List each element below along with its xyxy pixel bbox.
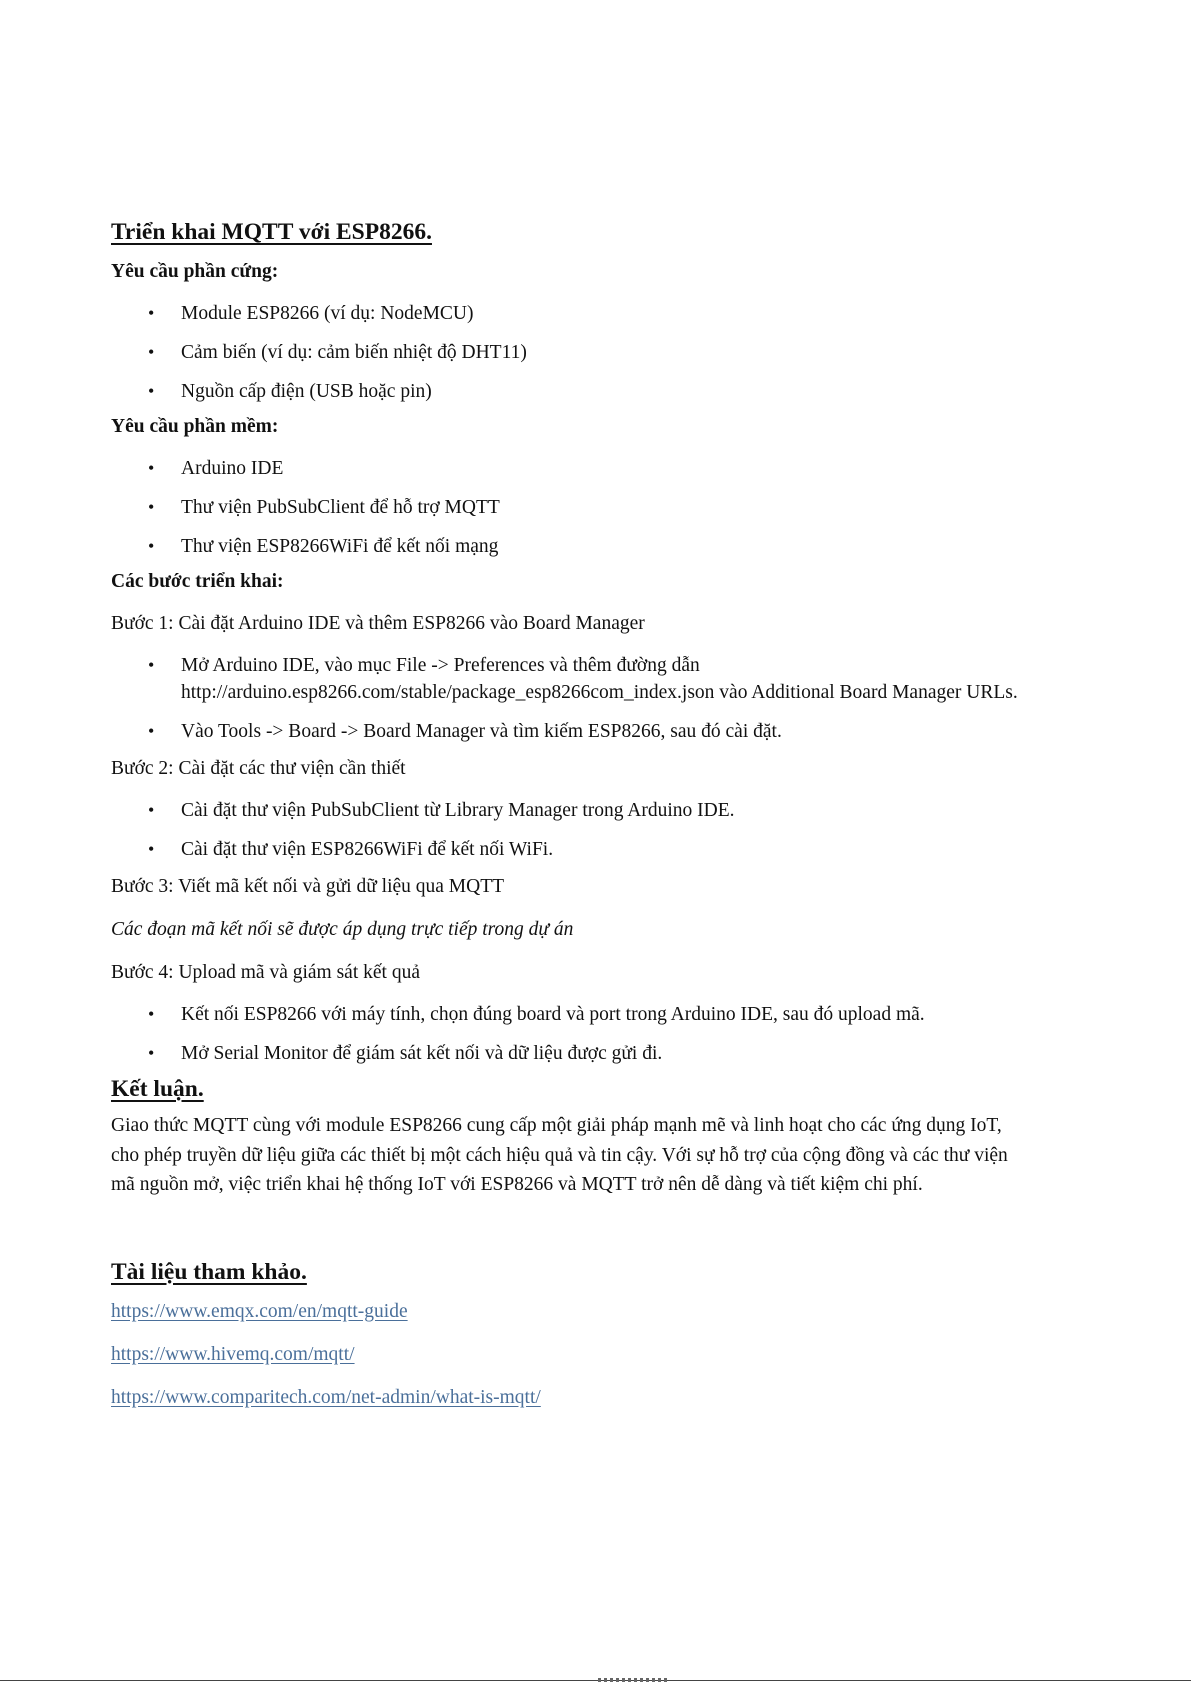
step1-list (111, 652, 1111, 745)
page-bottom-mark (598, 1678, 668, 1682)
steps-heading: Các bước triển khai: (111, 571, 284, 592)
list-item: • Cài đặt thư viện ESP8266WiFi để kết nối WiFi. (148, 839, 554, 860)
list-item: • Mở Serial Monitor để giám sát kết nối và dữ liệu được gửi đi. (148, 1043, 663, 1064)
step2-title: Bước 2: Cài đặt các thư viện cần thiết (111, 758, 406, 779)
page-bottom-rule (0, 1680, 1191, 1681)
reference-link[interactable]: https://www.comparitech.com/net-admin/what-is-mqtt/ (111, 1386, 541, 1408)
step4-list (111, 1001, 1111, 1067)
list-item: • Vào Tools -> Board -> Board Manager và tìm kiếm ESP8266, sau đó cài đặt. (148, 721, 782, 742)
list-item: • Kết nối ESP8266 với máy tính, chọn đúng board và port trong Arduino IDE, sau đó upload mã. (148, 1004, 925, 1025)
section-title-mqtt-esp8266: Triển khai MQTT với ESP8266. (111, 219, 432, 245)
hardware-list (111, 300, 1111, 405)
list-item: • Cài đặt thư viện PubSubClient từ Library Manager trong Arduino IDE. (148, 800, 735, 821)
step3-title: Bước 3: Viết mã kết nối và gửi dữ liệu qua MQTT (111, 876, 505, 897)
references-heading: Tài liệu tham khảo. (111, 1258, 307, 1285)
list-item: • Nguồn cấp điện (USB hoặc pin) (148, 381, 432, 402)
list-item: • Mở Arduino IDE, vào mục File -> Preferences và thêm đường dẫn http://arduino.esp8266.com/stable/package_esp8266com_index.json vào Additional Board Manager URLs. (148, 655, 1018, 703)
software-list (111, 455, 1111, 560)
step2-list (111, 797, 1111, 863)
document-content (111, 218, 1111, 1410)
step1-title: Bước 1: Cài đặt Arduino IDE và thêm ESP8266 vào Board Manager (111, 613, 645, 634)
list-item: • Module ESP8266 (ví dụ: NodeMCU) (148, 303, 474, 324)
list-item: • Cảm biến (ví dụ: cảm biến nhiệt độ DHT11) (148, 342, 527, 363)
list-item: • Thư viện ESP8266WiFi để kết nối mạng (148, 536, 499, 557)
software-heading: Yêu cầu phần mềm: (111, 416, 279, 437)
list-item: • Arduino IDE (148, 458, 284, 479)
conclusion-heading: Kết luận. (111, 1076, 204, 1102)
references-list (111, 1300, 1111, 1410)
reference-link[interactable]: https://www.emqx.com/en/mqtt-guide (111, 1300, 408, 1322)
reference-link[interactable]: https://www.hivemq.com/mqtt/ (111, 1343, 355, 1365)
hardware-heading: Yêu cầu phần cứng: (111, 261, 279, 282)
conclusion-text: Giao thức MQTT cùng với module ESP8266 cung cấp một giải pháp mạnh mẽ và linh hoạt cho các ứng dụng IoT, cho phép truyền dữ liệu giữa các thiết bị một cách hiệu quả và tin cậy. Với sự hỗ trợ của cộng đồng và các thư viện mã nguồn mở, việc triển khai hệ thống IoT với ESP8266 và MQTT trở nên dễ dàng và tiết kiệm chi phí. (111, 1115, 1008, 1195)
step4-title: Bước 4: Upload mã và giám sát kết quả (111, 962, 420, 983)
step3-note: Các đoạn mã kết nối sẽ được áp dụng trực tiếp trong dự án (111, 919, 574, 940)
list-item: • Thư viện PubSubClient để hỗ trợ MQTT (148, 497, 500, 518)
